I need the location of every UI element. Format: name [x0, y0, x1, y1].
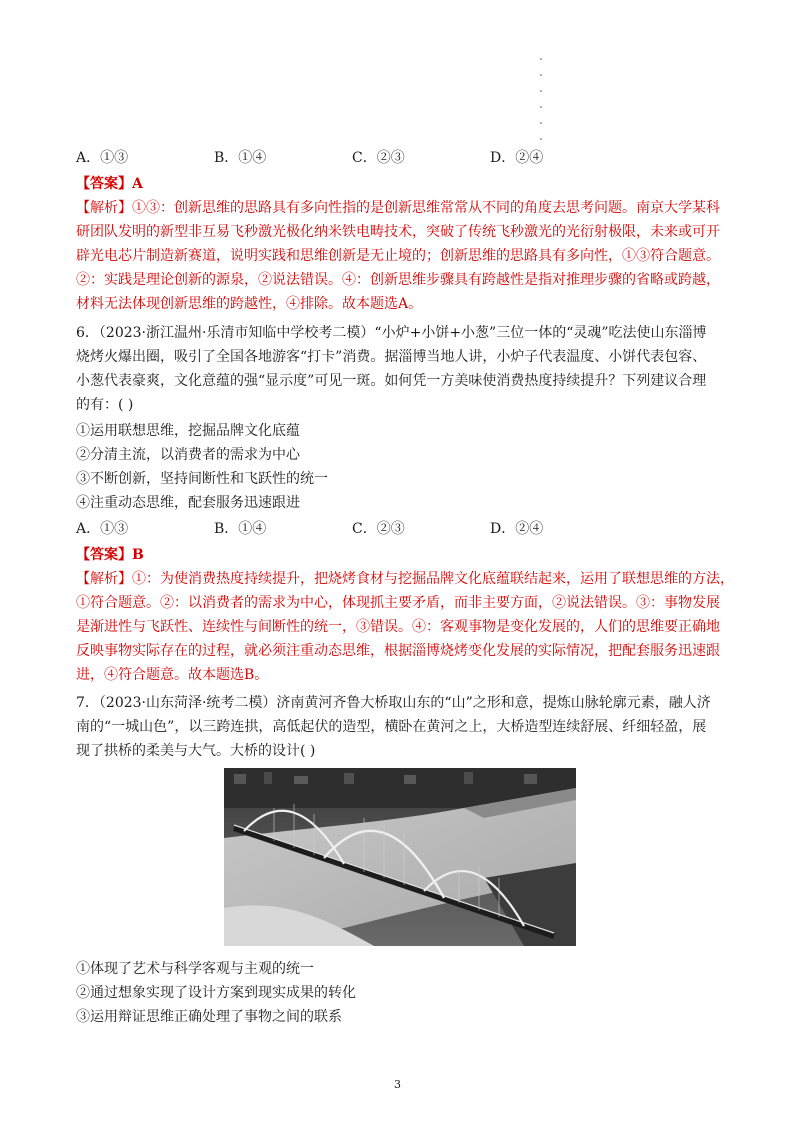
q5-options: [76, 147, 628, 167]
page-number: 3: [394, 1078, 401, 1091]
q6-item: ①运用联想思维，挖掘品牌文化底蕴: [76, 423, 300, 439]
q6-analysis-line: ①符合题意。②：以消费者的需求为中心，体现抓主要矛盾，而非主要方面，②说法错误。③：事物发展: [76, 595, 720, 611]
bridge-illustration: [224, 768, 576, 946]
q5-option-c: C．②③: [352, 150, 405, 166]
q5-option-b: B．①④: [214, 150, 267, 166]
q7-item: ①体现了艺术与科学客观与主观的统一: [76, 961, 314, 977]
q6-item: ④注重动态思维，配套服务迅速跟进: [76, 495, 300, 511]
q6-analysis-line: 【解析】①：为使消费热度持续提升，把烧烤食材与挖掘品牌文化底蕴联结起来，运用了联想思维的方法，: [76, 571, 734, 587]
q6-analysis-line: 反映事物实际存在的过程，就必须注重动态思维，根据淄博烧烤变化发展的实际情况，把配套服务迅速跟: [76, 643, 720, 659]
q5-analysis-line: 【解析】①③：创新思维的思路具有多向性指的是创新思维常常从不同的角度去思考问题。南京大学某科: [76, 200, 720, 216]
q5-answer: 【答案】A: [76, 176, 143, 192]
q6-analysis-line: 进，④符合题意。故本题选B。: [76, 667, 269, 683]
q6-stem-line: 小葱代表豪爽，文化意蕴的强“显示度”可见一斑。如何凭一方美味使消费热度持续提升？下列建议合理: [76, 373, 707, 389]
q6-option-b: B．①④: [214, 521, 267, 537]
q6-item: ②分清主流，以消费者的需求为中心: [76, 447, 300, 463]
bridge-photo: [224, 768, 576, 946]
q6-stem-line: 的有：( ): [76, 397, 134, 413]
decorative-dots: [540, 58, 544, 154]
q6-options: [76, 518, 628, 538]
q6-option-c: C．②③: [352, 521, 405, 537]
q6-answer: 【答案】B: [76, 547, 144, 563]
q5-option-d: D．②④: [490, 150, 544, 166]
q6-stem-line: 6．（2023·浙江温州·乐清市知临中学校考二模）“小炉+小饼+小葱”三位一体的“灵魂”吃法使山东淄博: [76, 325, 707, 341]
q5-option-a: A．①③: [76, 150, 129, 166]
q7-stem-line: 南的“一城山色”，以三跨连拱，高低起伏的造型，横卧在黄河之上，大桥造型连续舒展、纤细轻盈，展: [76, 719, 707, 735]
q7-item: ②通过想象实现了设计方案到现实成果的转化: [76, 985, 356, 1001]
q7-item: ③运用辩证思维正确处理了事物之间的联系: [76, 1009, 342, 1025]
q7-stem-line: 7．（2023·山东菏泽·统考二模）济南黄河齐鲁大桥取山东的“山”之形和意，提炼山脉轮廓元素，融人济: [76, 695, 711, 711]
q6-option-a: A．①③: [76, 521, 129, 537]
q5-analysis-line: 材料无法体现创新思维的跨越性，④排除。故本题选A。: [76, 296, 423, 312]
q6-stem-line: 烧烤火爆出圈，吸引了全国各地游客“打卡”消费。据淄博当地人讲，小炉子代表温度、小饼代表包容、: [76, 349, 707, 365]
q7-stem-line: 现了拱桥的柔美与大气。大桥的设计( ): [76, 743, 316, 759]
q6-analysis-line: 是渐进性与飞跃性、连续性与间断性的统一，③错误。④：客观事物是变化发展的，人们的思维要正确地: [76, 619, 720, 635]
q5-analysis-line: ②：实践是理论创新的源泉，②说法错误。④：创新思维步骤具有跨越性是指对推理步骤的省略或跨越，: [76, 272, 720, 288]
q6-option-d: D．②④: [490, 521, 544, 537]
q5-analysis-line: 辟光电芯片制造新赛道，说明实践和思维创新是无止境的；创新思维的思路具有多向性，①③符合题意。: [76, 248, 720, 264]
q6-item: ③不断创新，坚持间断性和飞跃性的统一: [76, 471, 328, 487]
q5-analysis-line: 研团队发明的新型非互易飞秒激光极化纳米铁电畴技术，突破了传统飞秒激光的光衍射极限，未来或可开: [76, 224, 720, 240]
